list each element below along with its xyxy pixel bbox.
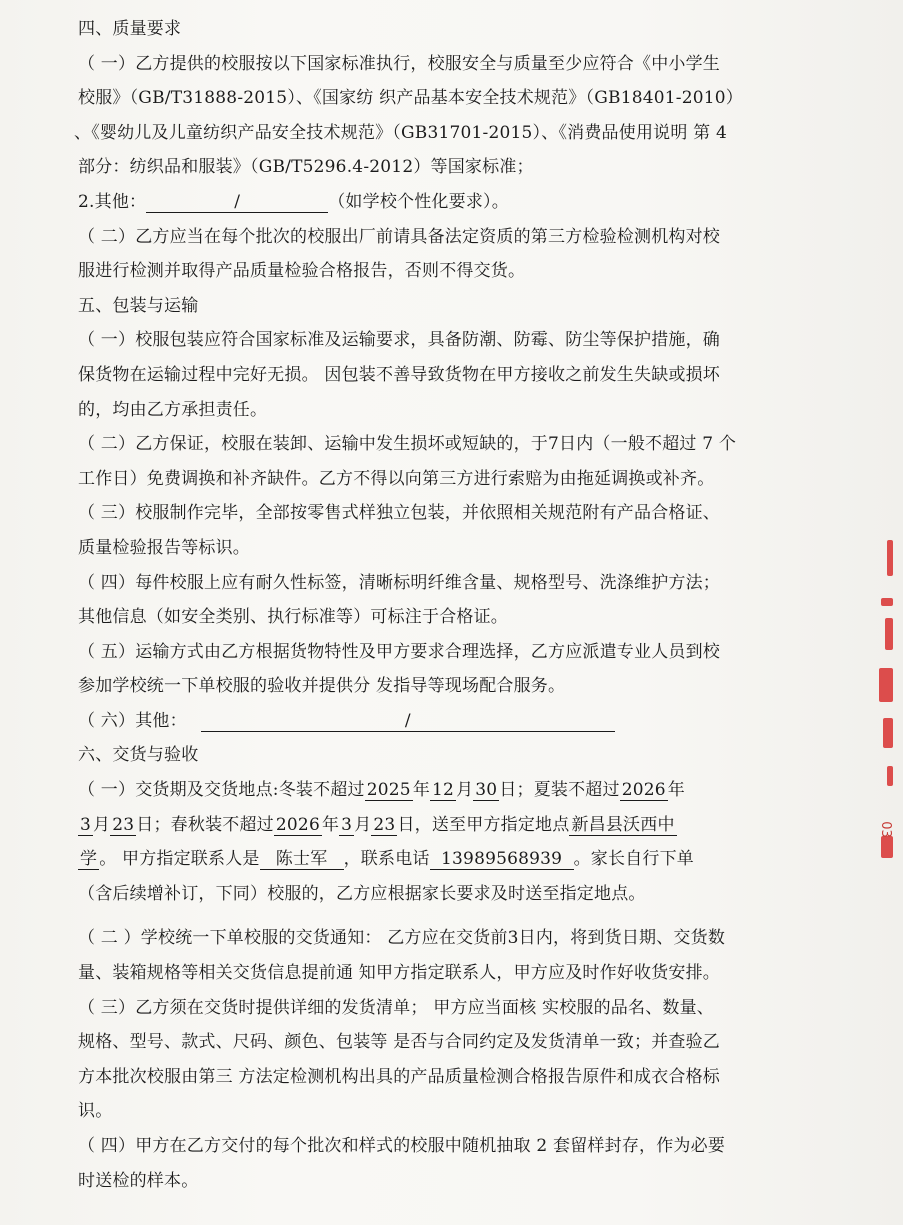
spring-year: 2026 xyxy=(275,814,320,835)
delivery-text: 日；春秋装不超过 xyxy=(136,814,274,835)
delivery-text: 年 xyxy=(321,814,340,835)
text-line: 校服》（GB/T31888-2015）、《国家纺 织产品基本安全技术规范》（GB18401-2010） xyxy=(78,88,743,109)
text-line: 参加学校统一下单校服的验收并提供分 发指导等现场配合服务。 xyxy=(78,676,566,697)
text-line: （ 四）每件校服上应有耐久性标签，清晰标明纤维含量、规格型号、洗涤维护方法； xyxy=(78,572,721,593)
summer-day: 23 xyxy=(112,814,135,835)
text-line: 部分：纺织品和服装》（GB/T5296.4-2012）等国家标准； xyxy=(78,157,534,178)
winter-month: 12 xyxy=(432,780,455,801)
text-line: （ 二）乙方保证，校服在装卸、运输中发生损坏或短缺的，于7日内（一般不超过 7 个 xyxy=(78,434,737,455)
winter-day: 30 xyxy=(475,780,498,801)
delivery-text: 月 xyxy=(456,780,474,801)
spring-day: 23 xyxy=(373,814,396,835)
delivery-text: 日；夏装不超过 xyxy=(499,780,620,801)
other-note: （如学校个性化要求）。 xyxy=(328,191,509,212)
other-6-label: （ 六）其他： xyxy=(78,710,187,731)
other-fill-text: / xyxy=(234,191,241,212)
seal-stamp-fragment xyxy=(873,540,899,860)
text-line: 的，均由乙方承担责任。 xyxy=(78,399,268,420)
text-line: 识。 xyxy=(78,1101,113,1122)
text-line: （ 一）校服包装应符合国家标准及运输要求，具备防潮、防霉、防尘等保护措施，确 xyxy=(78,330,721,351)
summer-month: 3 xyxy=(80,814,92,835)
contact-phone: 13989568939 xyxy=(430,849,574,870)
other-requirements-line xyxy=(78,185,778,220)
other-label: 2.其他： xyxy=(78,191,147,212)
other-fill-value xyxy=(146,192,328,213)
delivery-text: ，联系电话 xyxy=(343,849,430,870)
delivery-text: 日，送至甲方指定地点 xyxy=(397,814,570,835)
section-heading-delivery: 六、交货与验收 xyxy=(78,745,199,766)
stamp-mark xyxy=(883,718,893,748)
delivery-text: 年 xyxy=(412,780,431,801)
text-line: （ 三）乙方须在交货时提供详细的发货清单； 甲方应当面核 实校服的品名、数量、 xyxy=(78,997,715,1018)
delivery-text: 月 xyxy=(93,814,111,835)
text-line: 、《婴幼儿及儿童纺织产品安全技术规范》（GB31701-2015）、《消费品使用说明 第 4 xyxy=(74,122,727,143)
delivery-text: 。家长自行下单 xyxy=(573,849,695,870)
delivery-line-3 xyxy=(78,842,778,877)
text-line: 时送检的样本。 xyxy=(78,1170,199,1191)
delivery-line-2 xyxy=(78,808,778,843)
section-heading-packaging: 五、包装与运输 xyxy=(78,295,199,316)
stamp-mark xyxy=(885,618,893,650)
delivery-text: 月 xyxy=(354,814,372,835)
delivery-location: 新昌县沃西中 xyxy=(571,814,675,835)
text-line: 规格、型号、款式、尺码、颜色、包装等 是否与合同约定及发货清单一致；并查验乙 xyxy=(78,1032,721,1053)
stamp-mark xyxy=(879,668,893,702)
text-line: 方本批次校服由第三 方法定检测机构出具的产品质量检测合格报告原件和成衣合格标 xyxy=(78,1066,721,1087)
contact-person: 陈士军 xyxy=(260,849,344,870)
stamp-mark xyxy=(887,766,893,786)
spring-month: 3 xyxy=(341,814,353,835)
text-line: 质量检验报告等标识。 xyxy=(78,537,250,558)
text-line: （ 五）运输方式由乙方根据货物特性及甲方要求合理选择，乙方应派遣专业人员到校 xyxy=(78,641,721,662)
delivery-location-end: 学 xyxy=(80,849,98,870)
delivery-text: 。 甲方指定联系人是 xyxy=(99,849,260,870)
text-line: （含后续增补订，下同）校服的，乙方应根据家长要求及时送至指定地点。 xyxy=(78,883,646,904)
stamp-mark xyxy=(887,540,893,576)
stamp-text: 03 xyxy=(877,821,893,838)
other-6-fill-text: / xyxy=(404,710,411,731)
other-line-6 xyxy=(78,704,778,739)
text-line: 量、装箱规格等相关交货信息提前通 知甲方指定联系人，甲方应及时作好收货安排。 xyxy=(78,963,721,984)
text-line: （ 二）乙方应当在每个批次的校服出厂前请具备法定资质的第三方检验检测机构对校 xyxy=(78,226,721,247)
text-line: （ 四）甲方在乙方交付的每个批次和样式的校服中随机抽取 2 套留样封存，作为必要 xyxy=(78,1136,726,1156)
contract-text xyxy=(74,12,778,1198)
text-line: 服进行检测并取得产品质量检验合格报告，否则不得交货。 xyxy=(78,261,526,282)
text-line: 保货物在运输过程中完好无损。 因包装不善导致货物在甲方接收之前发生失缺或损坏 xyxy=(78,364,721,385)
text-line: （ 三）校服制作完毕，全部按零售式样独立包装，并依照相关规范附有产品合格证、 xyxy=(78,503,721,524)
text-line: 其他信息（如安全类别、执行标准等）可标注于合格证。 xyxy=(78,607,508,628)
summer-year: 2026 xyxy=(621,780,666,801)
section-heading-quality: 四、质量要求 xyxy=(78,19,182,39)
other-6-fill xyxy=(201,711,615,732)
delivery-text: （ 一）交货期及交货地点:冬装不超过 xyxy=(78,780,365,801)
winter-year: 2025 xyxy=(366,780,411,801)
text-line: （ 一）乙方提供的校服按以下国家标准执行，校服安全与质量至少应符合《中小学生 xyxy=(78,53,721,74)
text-line: 工作日）免费调换和补齐缺件。乙方不得以向第三方进行索赔为由拖延调换或补齐。 xyxy=(78,468,715,489)
delivery-text: 年 xyxy=(667,780,685,801)
text-line: （ 二 ）学校统一下单校服的交货通知： 乙方应在交货前3日内，将到货日期、交货数 xyxy=(78,928,726,949)
spacer xyxy=(78,911,778,921)
stamp-mark xyxy=(881,598,893,606)
delivery-line-1 xyxy=(78,773,778,808)
stamp-mark xyxy=(881,836,893,858)
